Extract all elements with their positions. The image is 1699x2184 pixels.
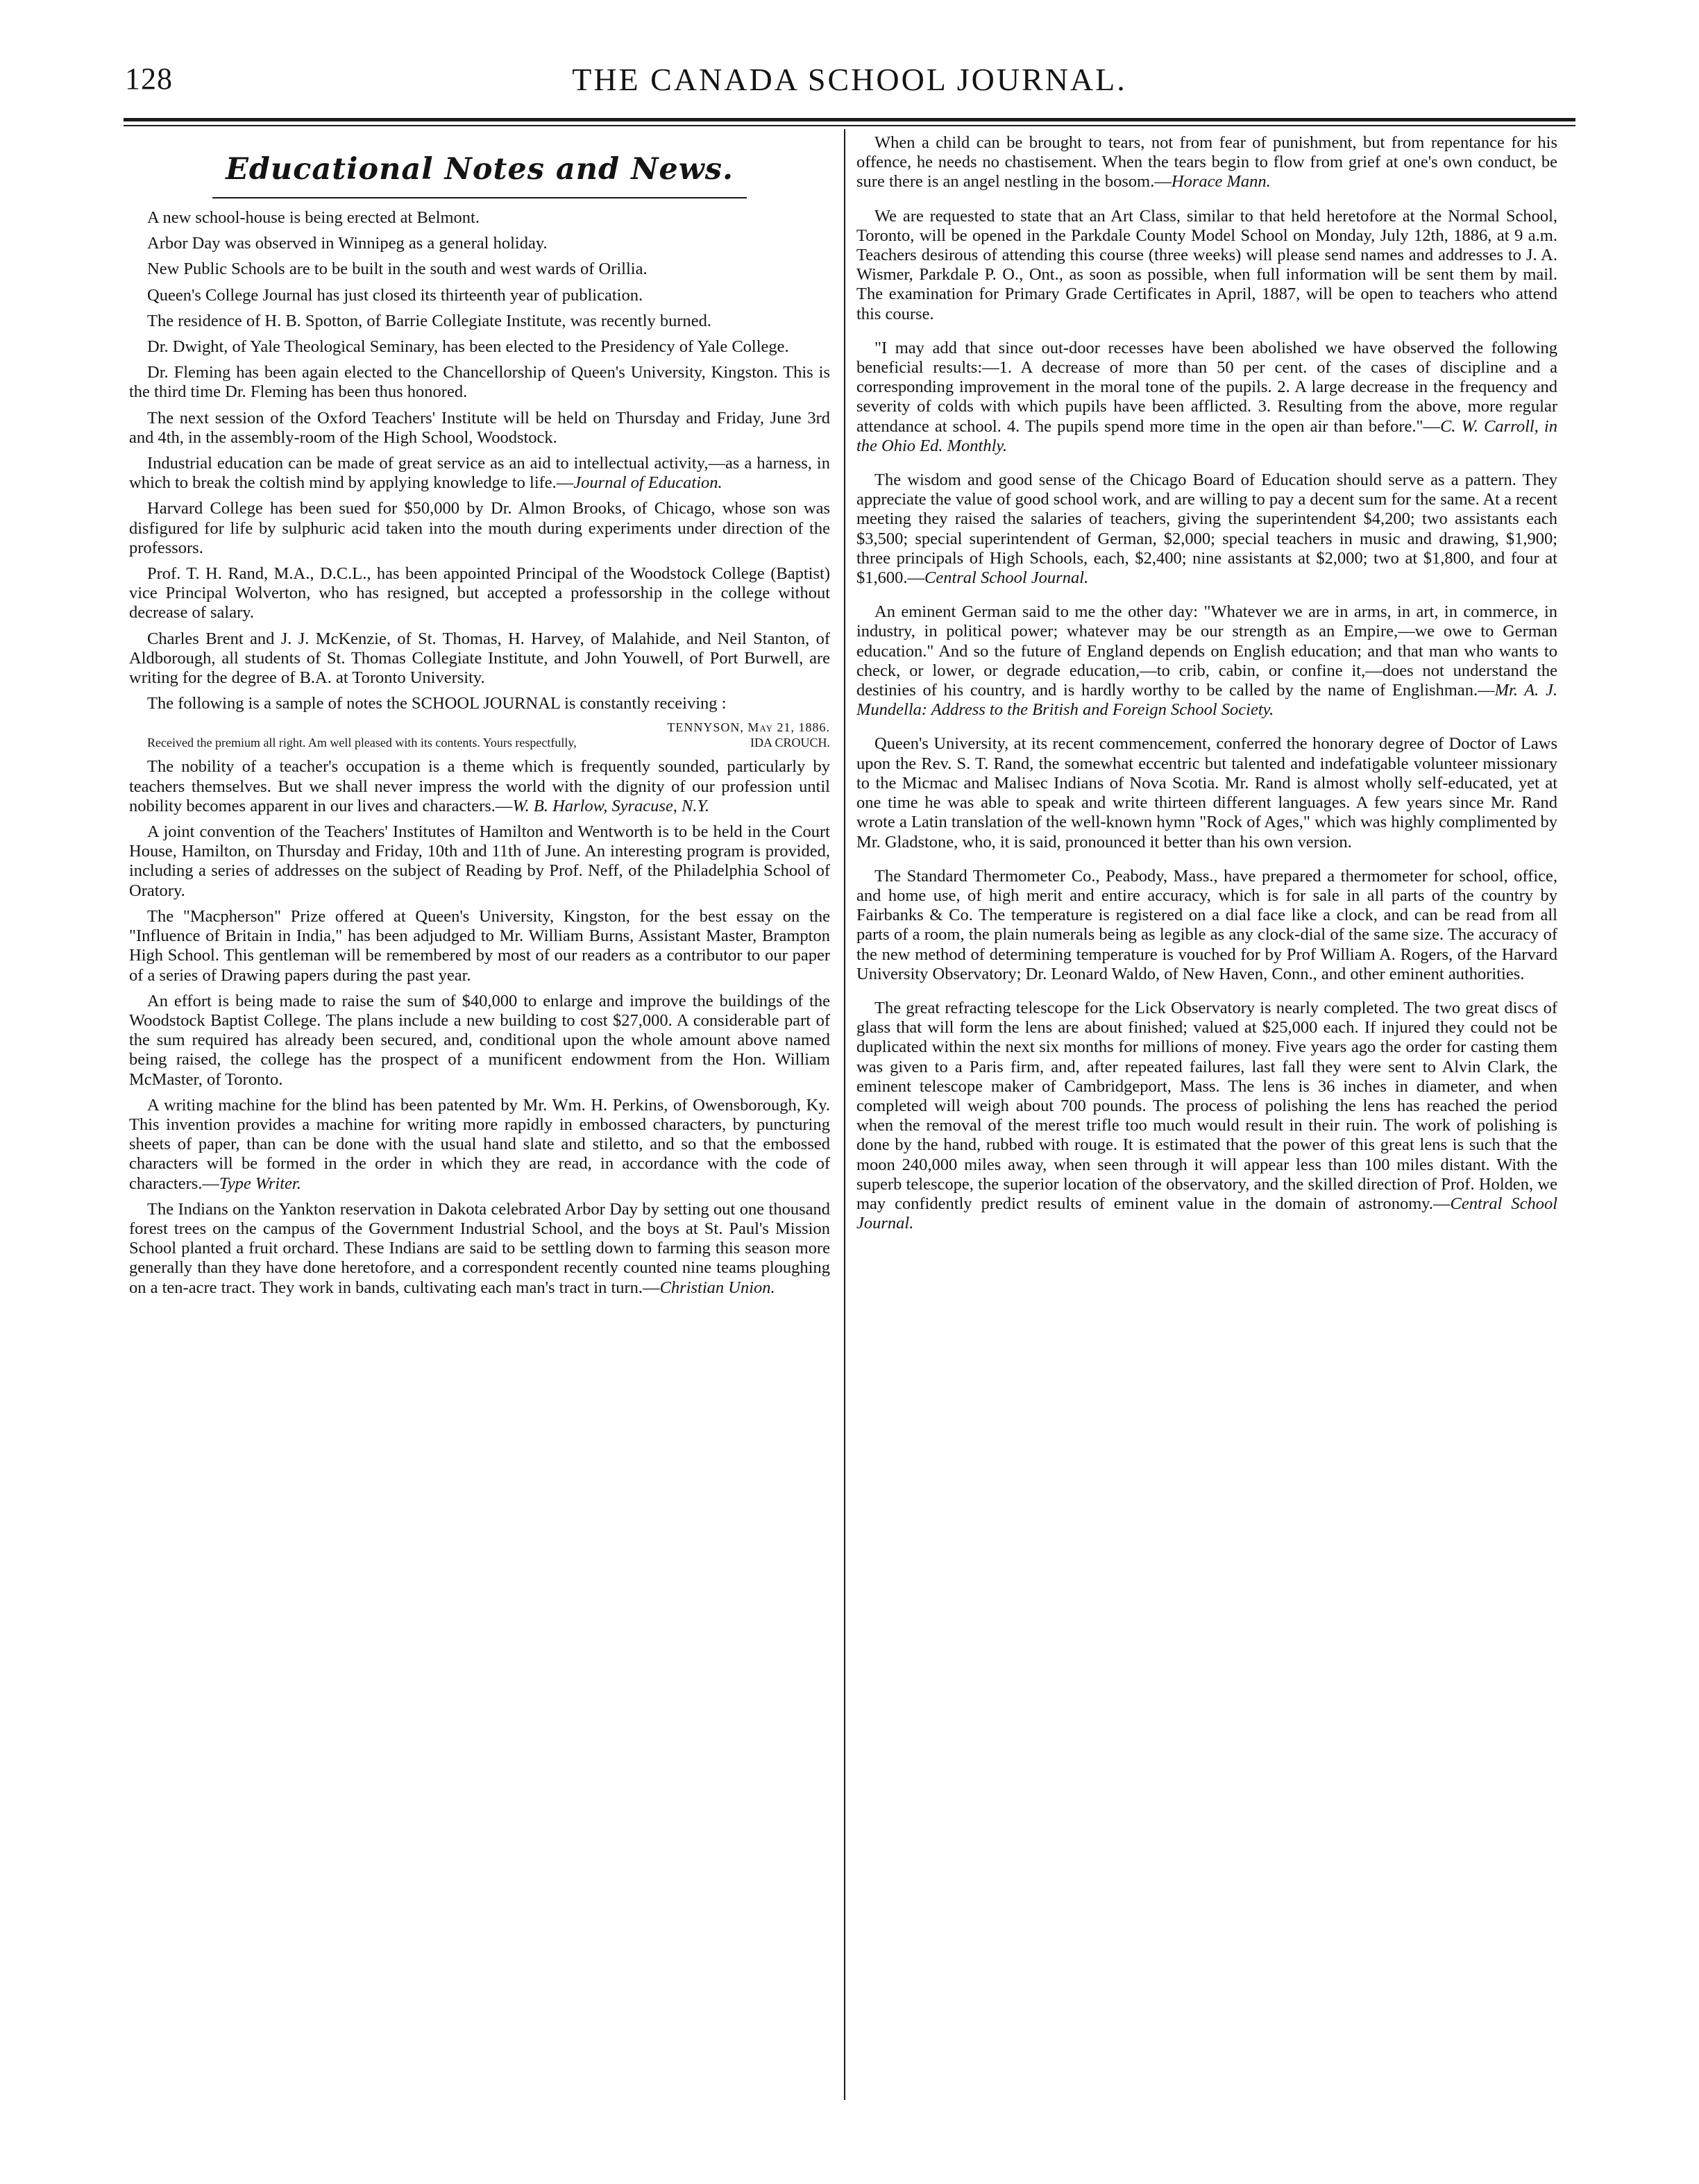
news-item: The next session of the Oxford Teachers' Institute will be held on Thursday and Friday, June 3rd and 4th, in the assembly-room of the High School, Woodstock. bbox=[129, 408, 830, 447]
column-divider bbox=[844, 129, 845, 2100]
news-item: Dr. Dwight, of Yale Theological Seminary, has been elected to the Presidency of Yale College. bbox=[147, 337, 789, 357]
running-head bbox=[118, 61, 1581, 117]
item-source: Type Writer. bbox=[219, 1174, 301, 1193]
item-source: Journal of Education. bbox=[573, 473, 722, 493]
news-item: The wisdom and good sense of the Chicago Board of Education should serve as a pattern. They appreciate the value of good school work, and are willing to pay a decent sum for the same. At a recent meeting they raised the salaries of teachers, giving the superintendent $4,200; two assistants each $3,500; special superintendent of German, $2,000; special teachers in music and drawing, $1,900; three principals of High Schools, each, $2,400; nine assistants at $2,000; two at $1,800, and four at $1,600.—Central School Journal. bbox=[856, 471, 1557, 588]
news-item: A writing machine for the blind has been patented by Mr. Wm. H. Perkins, of Owensborough, Ky. This invention provides a machine for writing more rapidly in embossed characters, by puncturing sheets of paper, than can be done with the usual hand slate and stiletto, and so that the embossed characters will be formed in the order in which they are read, in accordance with the code of characters.—Type Writer. bbox=[129, 1095, 830, 1193]
news-item: We are requested to state that an Art Class, similar to that held heretofore at the Normal School, Toronto, will be opened in the Parkdale County Model School on Monday, July 12th, 1886, at 9 a.m. Teachers desirous of attending this course (three weeks) will please send names and addresses to J. A. Wismer, Parkdale P. O., Ont., as soon as possible, when full information will be sent them by mail. The examination for Primary Grade Certificates in April, 1887, will be open to teachers who attend this course. bbox=[856, 206, 1557, 323]
letter-signature: IDA CROUCH. bbox=[750, 736, 830, 750]
news-item: An effort is being made to raise the sum of $40,000 to enlarge and improve the buildings of the Woodstock Baptist College. The plans include a new building to cost $27,000. A considerable part of the sum required has already been secured, and, conditional upon the whole amount above named being raised, the college has the prospect of a munificent endowment from the Hon. William McMaster, of Toronto. bbox=[129, 991, 830, 1089]
letter-body: Received the premium all right. Am well pleased with its contents. Yours respectfully, bbox=[147, 736, 577, 750]
news-item: Prof. T. H. Rand, M.A., D.C.L., has been appointed Principal of the Woodstock College (Baptist) vice Principal Wolverton, who has resigned, but accepted a professorship in the college without decrease of salary. bbox=[129, 564, 830, 623]
news-item: Charles Brent and J. J. McKenzie, of St. Thomas, H. Harvey, of Malahide, and Neil Stanton, of Aldborough, all students of St. Thomas Collegiate Institute, and John Youwell, of Port Burwell, are writing for the degree of B.A. at Toronto University. bbox=[129, 629, 830, 688]
heading-rule bbox=[212, 197, 747, 198]
letter-body-line bbox=[129, 735, 830, 750]
item-source: Central School Journal. bbox=[856, 1194, 1557, 1233]
header-rule-thick bbox=[124, 118, 1575, 121]
news-item: Harvard College has been sued for $50,000 by Dr. Almon Brooks, of Chicago, whose son was disfigured for life by sulphuric acid taken into the mouth during experiments under direction of the professors. bbox=[129, 499, 830, 557]
item-source: W. B. Harlow, Syracuse, N.Y. bbox=[512, 796, 710, 815]
news-item: A new school-house is being erected at Belmont. bbox=[147, 208, 480, 227]
reader-letter bbox=[129, 720, 830, 750]
news-item: An eminent German said to me the other day: "Whatever we are in arms, in art, in commerce, in industry, in political power; whatever may be our strength as an Empire,—we owe to German education." And so the future of England depends on English education; and that man who wants to check, or lower, or degrade education,—to crib, cabin, or confine it,—does not understand the destinies of his country, and is hardly worthy to be called by the name of Englishman.—Mr. A. J. Mundella: Address to the British and Foreign School Society. bbox=[856, 602, 1557, 720]
journal-title: THE CANADA SCHOOL JOURNAL. bbox=[572, 62, 1127, 97]
letter-place-date: TENNYSON, May 21, 1886. bbox=[667, 720, 830, 735]
news-item: Industrial education can be made of great service as an aid to intellectual activity,—as a harness, in which to break the coltish mind by applying knowledge to life.—Journal of Education. bbox=[129, 454, 830, 493]
item-source: Mr. A. J. Mundella: Address to the British and Foreign School Society. bbox=[856, 681, 1557, 720]
news-item: Queen's College Journal has just closed its thirteenth year of publication. bbox=[147, 285, 643, 305]
section-heading: Educational Notes and News. bbox=[226, 152, 734, 187]
news-item: Arbor Day was observed in Winnipeg as a general holiday. bbox=[147, 234, 548, 253]
news-item: The following is a sample of notes the SCHOOL JOURNAL is constantly receiving : bbox=[147, 694, 727, 713]
news-item: Queen's University, at its recent commencement, conferred the honorary degree of Doctor of Laws upon the Rev. S. T. Rand, the somewhat eccentric but talented and indefatigable volunteer missionary to the Micmac and Malisec Indians of Nova Scotia. Mr. Rand is almost wholly self-educated, yet at one time he was able to speak and write thirteen different languages. A few years since Mr. Rand wrote a Latin translation of the well-known hymn "Rock of Ages," which was highly complimented by Mr. Gladstone, who, it is said, pronounced it better than his own version. bbox=[856, 734, 1557, 852]
news-item: The residence of H. B. Spotton, of Barrie Collegiate Institute, was recently burned. bbox=[147, 311, 712, 330]
item-source: C. W. Carroll, in the Ohio Ed. Monthly. bbox=[856, 416, 1557, 455]
item-source: Horace Mann. bbox=[1171, 172, 1271, 192]
news-item: "I may add that since out-door recesses have been abolished we have observed the following beneficial results:—1. A decrease of more than 50 per cent. of the cases of discipline and a corresponding improvement in the moral tone of the pupils. 2. A large decrease in the frequency and severity of colds with which pupils have been afflicted. 3. Resulting from the above, more regular attendance at school. 4. The pupils spend more time in the open air than before."—C. W. Carroll, in the Ohio Ed. Monthly. bbox=[856, 338, 1557, 455]
news-item: New Public Schools are to be built in the south and west wards of Orillia. bbox=[147, 260, 648, 279]
news-item: The Standard Thermometer Co., Peabody, Mass., have prepared a thermometer for school, office, and home use, of high merit and entire accuracy, which is for sale in all parts of the country by Fairbanks & Co. The temperature is registered on a dial face like a clock, and can be read from all parts of a room, the plain numerals being as legible as any clock-dial of the same size. The accuracy of the new method of determining temperature is vouched for by Prof William A. Rogers, of the Harvard University Observatory; Dr. Leonard Waldo, of New Haven, Conn., and other eminent authorities. bbox=[856, 866, 1557, 983]
left-column bbox=[129, 133, 830, 2097]
item-source: Central School Journal. bbox=[924, 568, 1089, 588]
page-number: 128 bbox=[125, 62, 173, 96]
news-item: The Indians on the Yankton reservation in Dakota celebrated Arbor Day by setting out one thousand forest trees on the campus of the Government Industrial School, and the boys at St. Paul's Mission School planted a fruit orchard. These Indians are said to be settling down to farming this season more generally than they have done heretofore, and a correspondent recently counted nine teams ploughing on a ten-acre tract. They work in bands, cultivating each man's tract in turn.—Christian Union. bbox=[129, 1199, 830, 1297]
news-item: Dr. Fleming has been again elected to the Chancellorship of Queen's University, Kingston. This is the third time Dr. Fleming has been thus honored. bbox=[129, 363, 830, 402]
news-item: The nobility of a teacher's occupation is a theme which is frequently sounded, particularly by teachers themselves. But we shall never impress the world with the dignity of our profession until nobility becomes apparent in our lives and characters.—W. B. Harlow, Syracuse, N.Y. bbox=[129, 757, 830, 815]
header-rule-thin bbox=[124, 125, 1575, 126]
news-item: The "Macpherson" Prize offered at Queen's University, Kingston, for the best essay on the "Influence of Britain in India," has been adjudged to Mr. William Burns, Assistant Master, Brampton High School. This gentleman will be remembered by most of our readers as a contributor to our paper of a series of Drawing papers during the past year. bbox=[129, 906, 830, 985]
news-item: When a child can be brought to tears, not from fear of punishment, but from repentance for his offence, he needs no chastisement. When the tears begin to flow from grief at one's own conduct, be sure there is an angel nestling in the bosom.—Horace Mann. bbox=[856, 133, 1557, 192]
item-source: Christian Union. bbox=[659, 1278, 775, 1297]
right-column bbox=[856, 133, 1557, 2097]
news-item: The great refracting telescope for the Lick Observatory is nearly completed. The two great discs of glass that will form the lens are about finished; valued at $25,000 each. If injured they could not be duplicated within the next six months for millions of money. Five years ago the order for casting them was given to a Paris firm, and, after repeated failures, last fall they were sent to Alvin Clark, the eminent telescope maker of Cambridgeport, Mass. The lens is 36 inches in diameter, and when completed will weigh about 700 pounds. The process of polishing the lens has reached the period when the removal of the merest trifle too much would result in their ruin. The work of polishing is done by the hand, rubbed with rouge. It is estimated that the power of this great lens is such that the moon 240,000 miles away, when seen through it will appear less than 100 miles distant. With the superb telescope, the superior location of the observatory, and the skilled direction of Prof. Holden, we may confidently predict results of eminent value in the domain of astronomy.—Central School Journal. bbox=[856, 998, 1557, 1233]
news-item: A joint convention of the Teachers' Institutes of Hamilton and Wentworth is to be held in the Court House, Hamilton, on Thursday and Friday, 10th and 11th of June. An interesting program is provided, including a series of addresses on the subject of Reading by Prof. Neff, of the Philadelphia School of Oratory. bbox=[129, 822, 830, 900]
